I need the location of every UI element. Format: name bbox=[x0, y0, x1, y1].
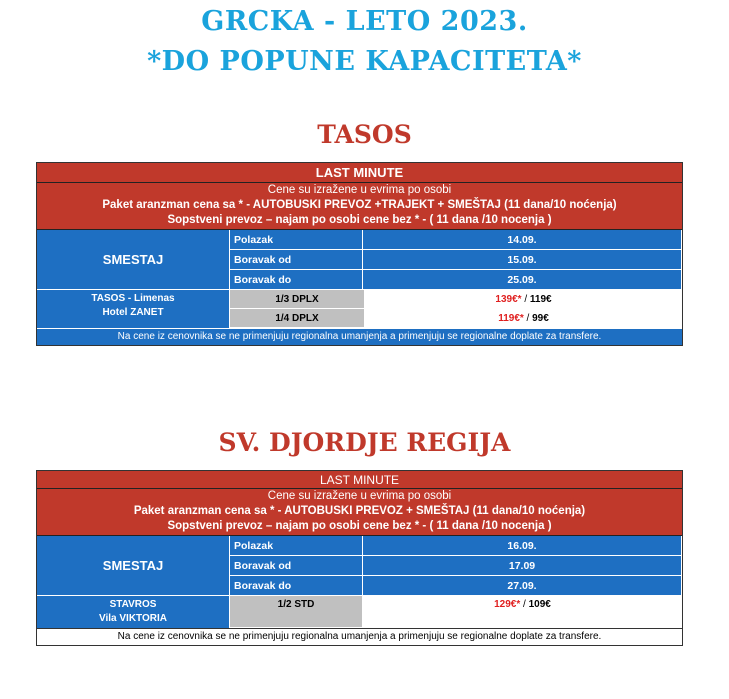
date-value: 25.09. bbox=[363, 270, 682, 289]
room-type: 1/2 STD bbox=[229, 596, 363, 628]
room-row bbox=[229, 309, 682, 328]
dates-row bbox=[37, 535, 682, 595]
price-own-transport: 109€ bbox=[528, 599, 551, 610]
date-row bbox=[229, 230, 682, 249]
info-header bbox=[37, 471, 682, 535]
date-label: Boravak od bbox=[229, 556, 363, 575]
date-value: 27.09. bbox=[363, 576, 682, 595]
date-label: Boravak od bbox=[229, 250, 363, 269]
room-row bbox=[229, 596, 682, 628]
room-price bbox=[363, 596, 682, 628]
section-title-sv-djordje: SV. DJORDJE REGIJA bbox=[218, 428, 511, 457]
price-separator: / bbox=[521, 294, 530, 305]
last-minute-banner: LAST MINUTE bbox=[37, 471, 682, 489]
date-row bbox=[229, 555, 682, 575]
section-title-tasos: TASOS bbox=[317, 120, 412, 149]
date-row bbox=[229, 249, 682, 269]
page-title-line2: *DO POPUNE KAPACITETA* bbox=[147, 46, 582, 77]
hotel-title: Hotel ZANET bbox=[102, 307, 164, 318]
info-line-package: Paket aranzman cena sa * - AUTOBUSKI PREVOZ + SMEŠTAJ (11 dana/10 noćenja) bbox=[133, 505, 586, 517]
date-value: 14.09. bbox=[363, 230, 682, 249]
hotel-row bbox=[37, 289, 682, 328]
date-label: Polazak bbox=[229, 230, 363, 249]
hotel-location: STAVROS bbox=[109, 599, 157, 610]
date-row bbox=[229, 269, 682, 289]
date-value: 16.09. bbox=[363, 536, 682, 555]
date-row bbox=[229, 575, 682, 595]
info-line-own-transport: Sopstveni prevoz – najam po osobi cene bez * - ( 11 dana /10 nocenja ) bbox=[167, 520, 552, 532]
footnote: Na cene iz cenovnika se ne primenjuju regionalna umanjenja a primenjuju se regionalne doplate za transfere. bbox=[37, 628, 682, 645]
room-type: 1/3 DPLX bbox=[229, 290, 365, 309]
room-row bbox=[229, 290, 682, 309]
date-value: 15.09. bbox=[363, 250, 682, 269]
room-price bbox=[365, 309, 682, 328]
footnote: Na cene iz cenovnika se ne primenjuju regionalna umanjenja a primenjuju se regionalne doplate za transfere. bbox=[37, 328, 682, 345]
date-label: Polazak bbox=[229, 536, 363, 555]
price-own-transport: 119€ bbox=[529, 294, 552, 305]
dates-row bbox=[37, 229, 682, 289]
price-package: 129€* bbox=[494, 599, 521, 610]
date-label: Boravak do bbox=[229, 270, 363, 289]
accommodation-label: SMESTAJ bbox=[102, 252, 164, 267]
price-package: 119€* bbox=[498, 313, 524, 324]
last-minute-banner: LAST MINUTE bbox=[37, 163, 682, 183]
accommodation-label: SMESTAJ bbox=[102, 558, 164, 573]
room-price bbox=[365, 290, 682, 309]
hotel-row bbox=[37, 595, 682, 628]
price-separator: / bbox=[520, 599, 529, 610]
hotel-location: TASOS - Limenas bbox=[91, 293, 175, 304]
room-type: 1/4 DPLX bbox=[229, 309, 365, 328]
price-table-sv-djordje bbox=[36, 470, 683, 646]
info-line-own-transport: Sopstveni prevoz – najam po osobi cene bez * - ( 11 dana /10 nocenja ) bbox=[167, 214, 552, 226]
info-line-currency: Cene su izražene u evrima po osobi bbox=[267, 490, 452, 502]
hotel-name bbox=[37, 290, 229, 328]
info-line-currency: Cene su izražene u evrima po osobi bbox=[267, 184, 452, 196]
page-title-line1: GRCKA - LETO 2023. bbox=[201, 6, 528, 37]
price-package: 139€* bbox=[495, 294, 522, 305]
info-header bbox=[37, 163, 682, 229]
hotel-name bbox=[37, 596, 229, 628]
date-label: Boravak do bbox=[229, 576, 363, 595]
price-own-transport: 99€ bbox=[532, 313, 549, 324]
price-separator: / bbox=[523, 313, 533, 324]
info-line-package: Paket aranzman cena sa * - AUTOBUSKI PREVOZ +TRAJEKT + SMEŠTAJ (11 dana/10 noćenja) bbox=[102, 199, 617, 211]
date-value: 17.09 bbox=[363, 556, 682, 575]
hotel-title: Vila VIKTORIA bbox=[99, 613, 167, 624]
date-row bbox=[229, 536, 682, 555]
price-table-tasos bbox=[36, 162, 683, 346]
